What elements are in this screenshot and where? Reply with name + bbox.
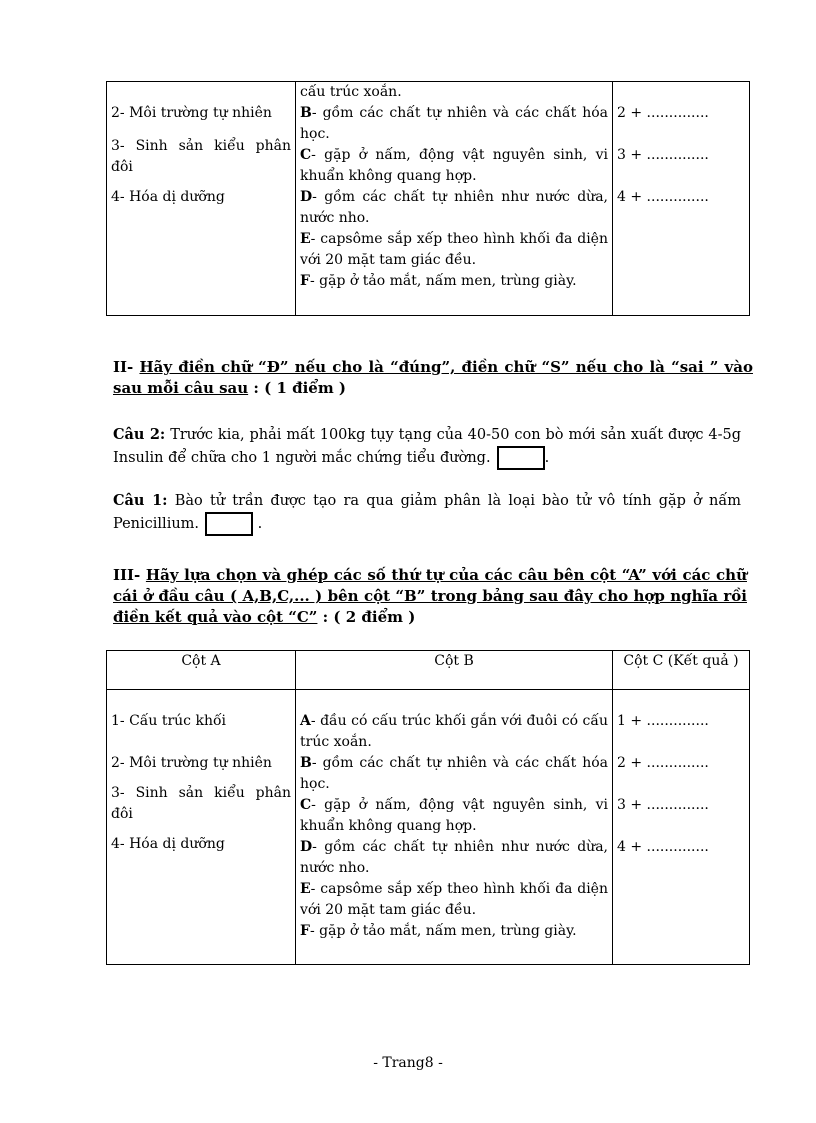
question-2-label: Câu 2: xyxy=(113,426,166,443)
section-2-title: Hãy điền chữ “Đ” nếu cho là “đúng”, điền chữ “S” nếu cho là “sai ” vào sau mỗi câu sau xyxy=(113,358,753,397)
top-col-b-item: C- gặp ở nấm, động vật nguyên sinh, vi khuẩn không quang hợp. xyxy=(300,147,608,184)
question-2-text: Trước kia, phải mất 100kg tụy tạng của 40-50 con bò mới sản xuất được 4-5g Insulin để chữa cho 1 người mắc chứng tiểu đường. xyxy=(113,427,741,466)
top-col-b-item: cấu trúc xoắn. xyxy=(300,84,402,100)
top-col-a-item: 4- Hóa dị dưỡng xyxy=(111,189,225,205)
question-1: Câu 1: Bào tử trần được tạo ra qua giảm phân là loại bào tử vô tính gặp ở nấm Penicillium. . xyxy=(113,490,741,536)
top-col-b-item: F- gặp ở tảo mắt, nấm men, trùng giày. xyxy=(300,273,577,289)
section-3-points: : ( 2 điểm ) xyxy=(322,608,416,626)
col-a-cell xyxy=(107,690,296,965)
section-2-points: : ( 1 điểm ) xyxy=(253,379,347,397)
section-2-heading xyxy=(113,357,753,399)
col-b-item: E- capsôme sắp xếp theo hình khối đa diện với 20 mặt tam giác đều. xyxy=(300,881,608,918)
question-1-label: Câu 1: xyxy=(113,492,168,509)
header-col-c: Cột C (Kết quả ) xyxy=(613,651,750,690)
top-matching-table xyxy=(106,81,750,316)
top-col-b-item: D- gồm các chất tự nhiên như nước dừa, nước nho. xyxy=(300,189,608,226)
answer-slot[interactable]: 1 + .............. xyxy=(617,713,709,729)
col-b-cell xyxy=(296,690,613,965)
answer-slot[interactable]: 4 + .............. xyxy=(617,839,709,855)
table-body-row xyxy=(107,690,750,965)
answer-slot[interactable]: 2 + .............. xyxy=(617,755,709,771)
top-col-a xyxy=(107,82,296,316)
bottom-matching-table xyxy=(106,650,750,965)
col-b-item: C- gặp ở nấm, động vật nguyên sinh, vi khuẩn không quang hợp. xyxy=(300,797,608,834)
col-a-item: 4- Hóa dị dưỡng xyxy=(111,836,225,852)
header-col-b: Cột B xyxy=(296,651,613,690)
col-b-item: A- đầu có cấu trúc khối gắn với đuôi có cấu trúc xoắn. xyxy=(300,713,608,750)
question-2: Câu 2: Trước kia, phải mất 100kg tụy tạng của 40-50 con bò mới sản xuất được 4-5g Insulin để chữa cho 1 người mắc chứng tiểu đường. . xyxy=(113,424,741,470)
col-b-item: F- gặp ở tảo mắt, nấm men, trùng giày. xyxy=(300,923,577,939)
col-c-cell xyxy=(613,690,750,965)
section-3-heading xyxy=(113,565,747,628)
top-answer-slot[interactable]: 4 + .............. xyxy=(617,189,709,205)
col-b-item: B- gồm các chất tự nhiên và các chất hóa học. xyxy=(300,755,608,792)
answer-slot[interactable]: 3 + .............. xyxy=(617,797,709,813)
answer-box[interactable] xyxy=(497,446,545,470)
answer-box[interactable] xyxy=(205,512,253,536)
col-b-item: D- gồm các chất tự nhiên như nước dừa, nước nho. xyxy=(300,839,608,876)
col-a-item: 3- Sinh sản kiểu phân đôi xyxy=(111,785,291,822)
top-col-a-item: 3- Sinh sản kiểu phân đôi xyxy=(111,138,291,175)
table-header-row xyxy=(107,651,750,690)
top-col-b-item: E- capsôme sắp xếp theo hình khối đa diện với 20 mặt tam giác đều. xyxy=(300,231,608,268)
section-2-number: II- xyxy=(113,358,134,376)
top-col-a-item: 2- Môi trường tự nhiên xyxy=(111,105,272,121)
top-answer-slot[interactable]: 3 + .............. xyxy=(617,147,709,163)
top-col-c xyxy=(613,82,750,316)
top-col-b xyxy=(296,82,613,316)
col-a-item: 1- Cấu trúc khối xyxy=(111,713,227,729)
top-col-b-item: B- gồm các chất tự nhiên và các chất hóa học. xyxy=(300,105,608,142)
top-answer-slot[interactable]: 2 + .............. xyxy=(617,105,709,121)
question-1-text: Bào tử trần được tạo ra qua giảm phân là loại bào tử vô tính gặp ở nấm Penicillium. xyxy=(113,493,742,532)
section-3-title: Hãy lựa chọn và ghép các số thứ tự của các câu bên cột “A” với các chữ cái ở đầu câu ( A,B,C,... ) bên cột “B” trong bảng sau đây cho hợp nghĩa rồi điền kết quả vào cột “C” xyxy=(113,566,747,626)
page-footer: - Trang8 - xyxy=(373,1055,443,1071)
section-3-number: III- xyxy=(113,566,141,584)
col-a-item: 2- Môi trường tự nhiên xyxy=(111,755,272,771)
header-col-a: Cột A xyxy=(107,651,296,690)
